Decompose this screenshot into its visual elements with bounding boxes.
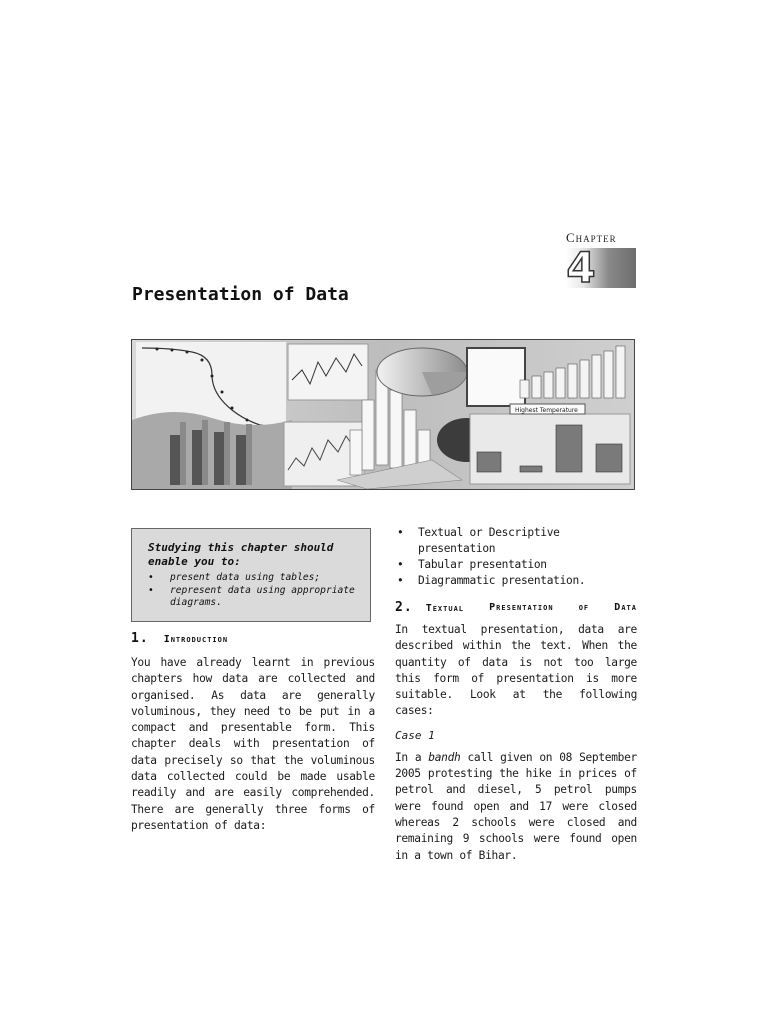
case-1-text-start: In a xyxy=(395,750,429,764)
case-1-text xyxy=(395,750,637,864)
section-2-title-word: Data xyxy=(614,602,637,613)
presentation-form-item: • Diagrammatic presentation. xyxy=(395,573,637,589)
section-1-body: You have already learnt in previous chapters how data are collected and organised. As data are generally voluminous, they need to be put in a compact and presentable form. This chapter deals with presentation of data precisely so that the voluminous data collected could be made usable readily and are easily comprehended. There are generally three forms of presentation of data: xyxy=(131,656,375,832)
hero-collage-image xyxy=(131,339,635,490)
section-2-title-word: of xyxy=(578,602,590,613)
section-2-heading xyxy=(395,599,637,618)
hero-collage-graphic xyxy=(132,340,634,489)
learning-objectives-box xyxy=(131,528,371,622)
chapter-number: 4 xyxy=(566,243,596,292)
section-1-number: 1. xyxy=(131,631,149,646)
right-column xyxy=(395,525,637,864)
presentation-form-item: • Textual or Descriptive presentation xyxy=(395,525,637,557)
chapter-number-box xyxy=(566,243,636,292)
case-1-text-rest: call given on 08 September 2005 protesting the hike in prices of petrol and diesel, 5 petrol pumps were found open and 17 were closed whereas 2 schools were closed and remaining 9 schools were found open in a town of Bihar. xyxy=(395,750,637,862)
page-title: Presentation of Data xyxy=(132,284,349,305)
presentation-form-item: • Tabular presentation xyxy=(395,557,637,573)
hero-chart-caption: Highest Temperature xyxy=(515,407,578,414)
section-1-title: Introduction xyxy=(163,634,229,645)
case-1-label: Case 1 xyxy=(395,728,435,742)
objective-item: • present data using tables; xyxy=(148,572,358,585)
section-2-title-word: Textual xyxy=(425,603,464,614)
objective-item: • represent data using appropriate diagrams. xyxy=(148,585,358,610)
left-column xyxy=(131,630,375,834)
section-2-body: In textual presentation, data are described within the text. When the quantity of data is not too large this form of presentation is more suitable. Look at the following cases: xyxy=(395,623,637,718)
objectives-list xyxy=(148,572,358,610)
presentation-forms-list xyxy=(395,525,637,589)
section-1-heading xyxy=(131,630,375,649)
section-2-number: 2. xyxy=(395,600,413,615)
objectives-lead: Studying this chapter should enable you to: xyxy=(148,541,334,568)
chapter-label: Chapter xyxy=(566,230,617,245)
section-2-title-word: Presentation xyxy=(489,602,554,613)
case-1-italic-term: bandh xyxy=(428,750,461,764)
